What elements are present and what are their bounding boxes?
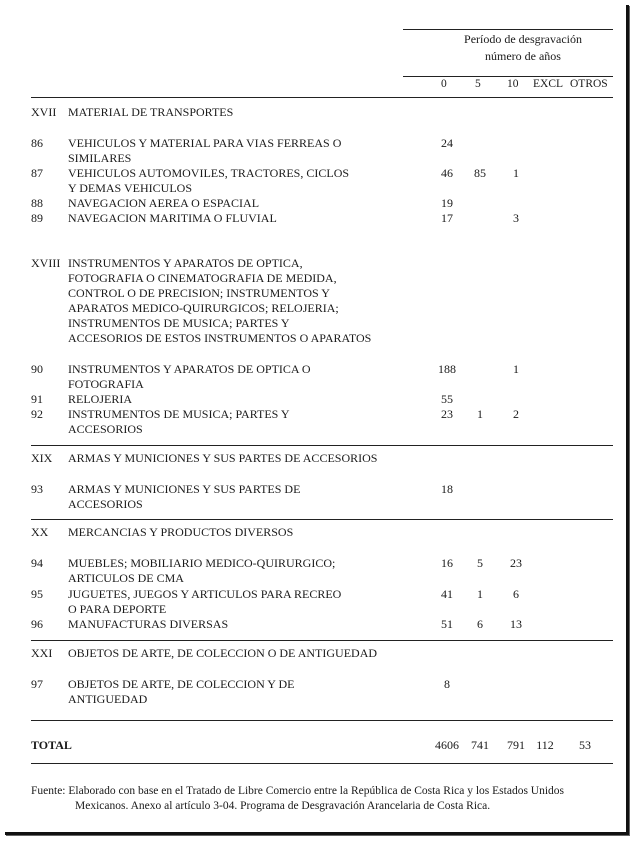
chapter-code: 94: [31, 556, 43, 570]
chapter-description: [68, 587, 398, 617]
section-title-line: INSTRUMENTOS DE MUSICA; PARTES Y: [68, 316, 290, 330]
value-5: 85: [474, 166, 486, 180]
section-title-line: ACCESORIOS DE ESTOS INSTRUMENTOS O APARATOS: [68, 331, 372, 345]
section-code: XIX: [31, 451, 53, 465]
value-10: 3: [513, 211, 519, 225]
chapter-description: [68, 136, 398, 166]
chapter-code: 92: [31, 407, 43, 421]
section-title-line: FOTOGRAFIA O CINEMATOGRAFIA DE MEDIDA,: [68, 271, 337, 285]
chapter-code: 95: [31, 587, 43, 601]
description-line: O PARA DEPORTE: [68, 602, 167, 616]
chapter-description: [68, 166, 398, 196]
value-10: 2: [513, 407, 519, 421]
column-header-5: 5: [475, 78, 481, 90]
chapter-description: RELOJERIA: [68, 392, 132, 406]
description-line: ARTICULOS DE CMA: [68, 571, 184, 585]
total-value-10: 791: [507, 738, 525, 752]
description-line: VEHICULOS AUTOMOVILES, TRACTORES, CICLOS: [68, 166, 350, 180]
total-value-otros: 53: [579, 738, 591, 752]
description-line: Y DEMAS VEHICULOS: [68, 181, 193, 195]
value-10: 23: [510, 556, 522, 570]
source-line: Fuente: Elaborado con base en el Tratado de Libre Comercio entre la República de Costa Rica y los Estados Unidos: [31, 785, 565, 797]
description-line: FOTOGRAFIA: [68, 377, 144, 391]
chapter-code: 89: [31, 211, 43, 225]
value-0: 23: [441, 407, 453, 421]
chapter-code: 86: [31, 136, 43, 150]
chapter-description: MANUFACTURAS DIVERSAS: [68, 617, 229, 631]
value-10: 1: [513, 166, 519, 180]
value-0: 46: [441, 166, 453, 180]
source-note: [31, 784, 616, 814]
value-5: 6: [477, 617, 483, 631]
column-header-10: 10: [507, 78, 519, 90]
document-page: [5, 5, 629, 835]
description-line: ANTIGUEDAD: [68, 692, 148, 706]
description-line: SIMILARES: [68, 151, 132, 165]
header-rule: [403, 76, 613, 77]
value-0: 41: [441, 587, 453, 601]
section-title: OBJETOS DE ARTE, DE COLECCION O DE ANTIGUEDAD: [68, 646, 378, 660]
value-0: 19: [441, 196, 453, 210]
section-code: XX: [31, 525, 49, 539]
chapter-description: [68, 677, 398, 707]
description-line: ARMAS Y MUNICIONES Y SUS PARTES DE: [68, 482, 301, 496]
section-title-line: INSTRUMENTOS Y APARATOS DE OPTICA,: [68, 256, 303, 270]
description-line: MUEBLES; MOBILIARIO MEDICO-QUIRURGICO;: [68, 556, 336, 570]
value-10: 1: [513, 362, 519, 376]
chapter-code: 91: [31, 392, 43, 406]
value-0: 18: [441, 482, 453, 496]
chapter-description: [68, 362, 398, 392]
section-title-line: CONTROL O DE PRECISION; INSTRUMENTOS Y: [68, 286, 330, 300]
value-5: 1: [477, 587, 483, 601]
total-label: TOTAL: [31, 738, 72, 752]
description-line: VEHICULOS Y MATERIAL PARA VIAS FERREAS O: [68, 136, 342, 150]
source-line: Mexicanos. Anexo al artículo 3-04. Programa de Desgravación Arancelaria de Costa Rica.: [75, 800, 491, 812]
section-rule: [31, 445, 613, 446]
column-header-0: 0: [441, 78, 447, 90]
value-0: 188: [438, 362, 456, 376]
description-line: ACCESORIOS: [68, 497, 143, 511]
column-group-title-line1: Período de desgravación: [464, 32, 582, 46]
value-0: 24: [441, 136, 453, 150]
total-top-rule: [31, 720, 613, 721]
description-line: OBJETOS DE ARTE, DE COLECCION Y DE: [68, 677, 295, 691]
total-bottom-rule: [31, 763, 613, 764]
value-0: 8: [444, 677, 450, 691]
section-title: ARMAS Y MUNICIONES Y SUS PARTES DE ACCESORIOS: [68, 451, 378, 465]
chapter-code: 97: [31, 677, 43, 691]
section-title: MATERIAL DE TRANSPORTES: [68, 105, 234, 119]
chapter-code: 93: [31, 482, 43, 496]
value-0: 55: [441, 392, 453, 406]
column-header-otros: OTROS: [570, 78, 608, 90]
chapter-description: [68, 482, 398, 512]
description-line: INSTRUMENTOS DE MUSICA; PARTES Y: [68, 407, 290, 421]
value-0: 51: [441, 617, 453, 631]
chapter-description: [68, 407, 398, 437]
chapter-code: 88: [31, 196, 43, 210]
total-value-5: 741: [471, 738, 489, 752]
value-5: 1: [477, 407, 483, 421]
value-0: 17: [441, 211, 453, 225]
description-line: ACCESORIOS: [68, 422, 143, 436]
section-rule: [31, 519, 613, 520]
value-10: 6: [513, 587, 519, 601]
section-rule: [31, 640, 613, 641]
chapter-description: NAVEGACION AEREA O ESPACIAL: [68, 196, 260, 210]
section-code: XVII: [31, 105, 57, 119]
chapter-description: NAVEGACION MARITIMA O FLUVIAL: [68, 211, 277, 225]
section-title: [68, 256, 428, 346]
chapter-code: 90: [31, 362, 43, 376]
value-5: 5: [477, 556, 483, 570]
value-0: 16: [441, 556, 453, 570]
description-line: INSTRUMENTOS Y APARATOS DE OPTICA O: [68, 362, 311, 376]
column-group-header: [403, 29, 613, 64]
section-title-line: APARATOS MEDICO-QUIRURGICOS; RELOJERIA;: [68, 301, 339, 315]
total-value-0: 4606: [435, 738, 459, 752]
chapter-code: 87: [31, 166, 43, 180]
value-10: 13: [510, 617, 522, 631]
section-code: XXI: [31, 646, 53, 660]
section-code: XVIII: [31, 256, 61, 270]
total-value-excl: 112: [536, 738, 554, 752]
column-group-title-line2: número de años: [485, 49, 561, 63]
section-title: MERCANCIAS Y PRODUCTOS DIVERSOS: [68, 525, 294, 539]
chapter-description: [68, 556, 398, 586]
column-header-excl: EXCL: [533, 78, 564, 90]
description-line: JUGUETES, JUEGOS Y ARTICULOS PARA RECREO: [68, 587, 342, 601]
header-bottom-rule: [31, 97, 613, 98]
chapter-code: 96: [31, 617, 43, 631]
